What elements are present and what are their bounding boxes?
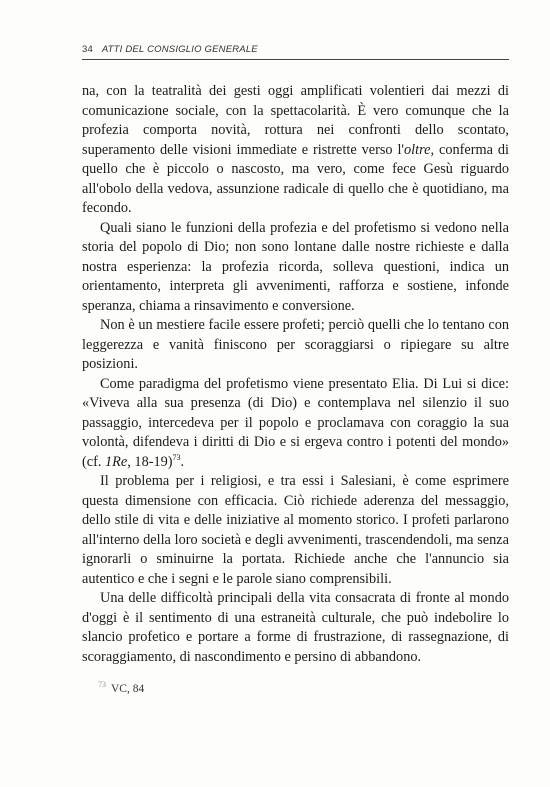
footnote-marker: 73	[98, 680, 106, 690]
paragraph-1-text-b: , conferma di quello che è piccolo o nascosto, ma vero, come fece Gesù riguardo all'obolo della vedova, assunzione radicale di quello che è quotidiano, ma fecondo.	[82, 141, 509, 216]
body-text	[82, 82, 509, 667]
paragraph-6: Una delle difficoltà principali della vita consacrata di fronte al mondo d'oggi è il sentimento di una estraneità culturale, che può indebolire lo slancio profetico e portare a forme di frustrazione, di rassegnazione, di scoraggiamento, di nascondimento e persino di abbandono.	[82, 590, 509, 665]
paragraph-4	[82, 375, 509, 473]
paragraph-1-text-a: na, con la teatralità dei gesti oggi amplificati volentieri dai mezzi di comunicazione sociale, con la spettacolarità. È vero comunque che la profezia comporta novità, rottura nei confronti dello scontato, superamento delle visioni immediate e ristrette verso l'	[82, 83, 509, 158]
running-header	[82, 44, 482, 55]
footnote-reference: 73	[172, 452, 181, 462]
italic-oltre: oltre	[404, 141, 431, 158]
page-number: 34	[82, 44, 93, 55]
footnote-text: VC, 84	[111, 683, 145, 695]
paragraph-2: Quali siano le funzioni della profezia e del profetismo si vedono nella storia del popolo di Dio; non sono lontane dalle nostre richieste e dalla nostra esperienza: la profezia ricorda, solleva questioni, indica un orientamento, interpreta gli avvenimenti, rafforza e sostiene, infonde speranza, chiama a rinsavimento e conversione.	[82, 219, 509, 314]
paragraph-3: Non è un mestiere facile essere profeti; perciò quelli che lo tentano con leggerezza e vanità finiscono per scoraggiarsi o ripiegare su altre posizioni.	[82, 317, 509, 372]
paragraph-4-text-a: Come paradigma del profetismo viene presentato Elia. Di Lui si dice: «Viveva alla sua presenza (di Dio) e contemplava nel silenzio il suo passaggio, intercedeva per il popolo e proclamava con coraggio la sua volontà, difendeva i diritti di Dio e si ergeva contro i potenti del mondo» (cf.	[82, 375, 509, 470]
header-rule	[82, 59, 509, 60]
footnote	[98, 680, 145, 695]
paragraph-4-text-c: .	[180, 453, 185, 470]
running-title: ATTI DEL CONSIGLIO GENERALE	[101, 44, 258, 55]
italic-1re: 1Re	[105, 453, 128, 470]
paragraph-5: Il problema per i religiosi, e tra essi i Salesiani, è come esprimere questa dimensione con efficacia. Ciò richiede aderenza del messaggio, dello stile di vita e delle iniziative al momento storico. I profeti parlarono all'interno della loro società e degli avvenimenti, trascendendoli, ma senza ignorarli o sminuirne la portata. Richiede anche che l'annuncio sia autentico e che i segni e le parole siano comprensibili.	[82, 473, 509, 587]
paragraph-4-text-b: , 18-19)	[127, 453, 173, 470]
paragraph-1	[82, 82, 509, 219]
